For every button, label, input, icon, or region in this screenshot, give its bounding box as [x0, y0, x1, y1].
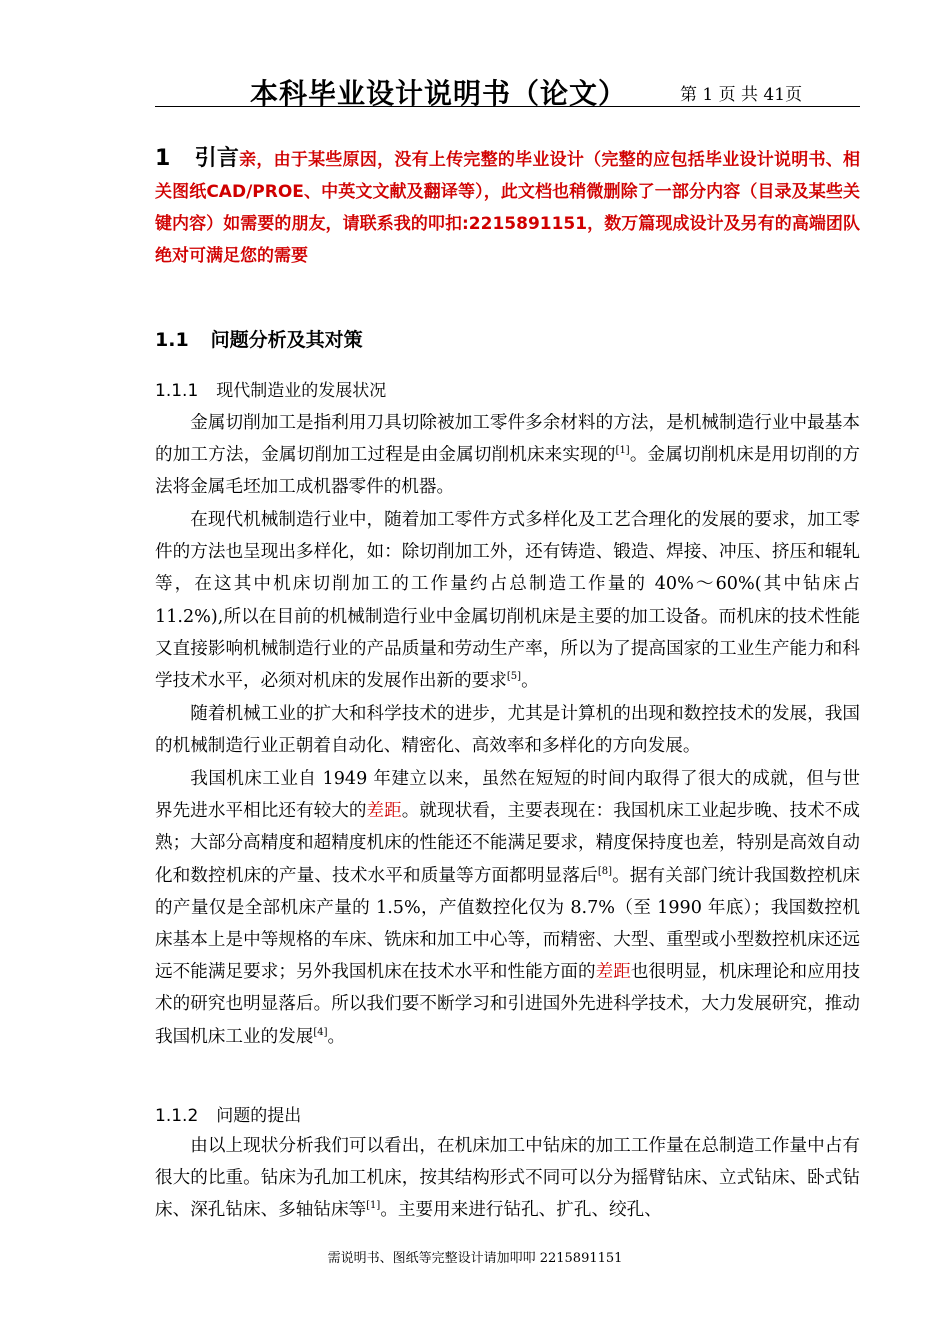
paragraph-text: 。主要用来进行钻孔、扩孔、绞孔、 — [380, 1200, 662, 1221]
section-title: 现代制造业的发展状况 — [216, 381, 387, 401]
section-1-1-heading — [155, 325, 363, 352]
highlighted-term: 差距 — [366, 801, 402, 822]
notice-text: 亲，由于某些原因，没有上传完整的毕业设计（完整的应包括毕业设计说明书、相关图纸CAD/PROE、中英文文献及翻译等），此文档也稍微删除了一部分内容（目录及某些关键内容）如需要的朋友，请联系我的叩扣:2215891151，数万篇现成设计及另有的高端团队绝对可满足您的需要 — [155, 150, 860, 266]
paragraph-text: 由以上现状分析我们可以看出，在机床加工中钻床的加工工作量在总制造工作量中占有很大的比重。钻床为孔加工机床，按其结构形式不同可以分为摇臂钻床、立式钻床、卧式钻床、深孔钻床、多轴钻床等 — [155, 1136, 860, 1221]
paragraph — [155, 504, 860, 697]
section-number: 1 — [155, 146, 171, 171]
section-1-1-2-heading — [155, 1101, 301, 1126]
paragraph-text: 我国机床工业自 1949 年建立以来，虽然在短短的时间内取得了很大的成就，但与世界先进水平相比还有较大的 — [155, 769, 860, 822]
paragraph — [155, 763, 860, 1053]
citation: [1] — [366, 1200, 381, 1212]
citation: [8] — [597, 865, 612, 877]
paragraph-text: 随着机械工业的扩大和科学技术的进步，尤其是计算机的出现和数控技术的发展，我国的机械制造行业正朝着自动化、精密化、高效率和多样化的方向发展。 — [155, 704, 860, 757]
paragraph-text: 金属切削加工是指利用刀具切除被加工零件多余材料的方法，是机械制造行业中最基本的加工方法，金属切削加工过程是由金属切削机床来实现的 — [155, 413, 860, 466]
page-header — [155, 70, 860, 110]
paragraph-text: 。 — [327, 1026, 346, 1047]
paragraph-text: 也很明显，机床理论和应用技术的研究也明显落后。所以我们要不断学习和引进国外先进科学技术，大力发展研究，推动我国机床工业的发展 — [155, 962, 860, 1047]
section-title: 引言 — [194, 146, 240, 171]
paragraph-text: 。金属切削机床是用切削的方法将金属毛坯加工成机器零件的机器。 — [155, 445, 860, 498]
paragraph-text: 在现代机械制造行业中，随着加工零件方式多样化及工艺合理化的发展的要求，加工零件的方法也呈现出多样化，如：除切削加工外，还有铸造、锻造、焊接、冲压、挤压和辊轧等，在这其中机床切削加工的工作量约占总制造工作量的 40%～60%(其中钻床占 11.2%),所以在目前的机械制造行业中金属切削机床是主要的加工设备。而机床的技术性能又直接影响机械制造行业的产品质量和劳动生产率，所以为了提高国家的工业生产能力和科学技术水平，必须对机床的发展作出新的要求 — [155, 510, 860, 692]
section-title: 问题分析及其对策 — [210, 329, 363, 351]
citation: [4] — [313, 1026, 328, 1038]
paragraph-text: 。 — [521, 671, 539, 692]
citation: [5] — [506, 671, 522, 683]
paragraph-text: 。据有关部门统计我国数控机床的产量仅是全部机床产量的 1.5%，产值数控化仅为 8.7%（至 1990 年底）；我国数控机床基本上是中等规格的车床、铣床和加工中心等，而精密、大型、重型或小型数控机床还远远不能满足要求；另外我国机床在技术水平和性能方面的 — [155, 865, 860, 983]
section-title: 问题的提出 — [216, 1106, 302, 1126]
paragraph-text: 。就现状看，主要表现在：我国机床工业起步晚、技术不成熟；大部分高精度和超精度机床的性能还不能满足要求，精度保持度也差，特别是高效自动化和数控机床的产量、技术水平和质量等方面都明显落后 — [155, 801, 860, 886]
paragraph — [155, 1130, 860, 1227]
paragraph — [155, 698, 860, 762]
document-title: 本科毕业设计说明书（论文） — [250, 77, 628, 110]
section-number: 1.1.2 — [155, 1106, 199, 1126]
page-footer: 需说明书、图纸等完整设计请加叩叩 2215891151 — [327, 1251, 623, 1266]
citation: [1] — [615, 445, 630, 457]
section-1-1-1-heading — [155, 376, 386, 401]
page-number: 第 1 页 共 41页 — [680, 85, 803, 105]
highlighted-term: 差距 — [595, 962, 631, 983]
section-1-heading — [155, 143, 860, 272]
section-number: 1.1 — [155, 329, 189, 351]
paragraph — [155, 407, 860, 504]
section-number: 1.1.1 — [155, 381, 199, 401]
